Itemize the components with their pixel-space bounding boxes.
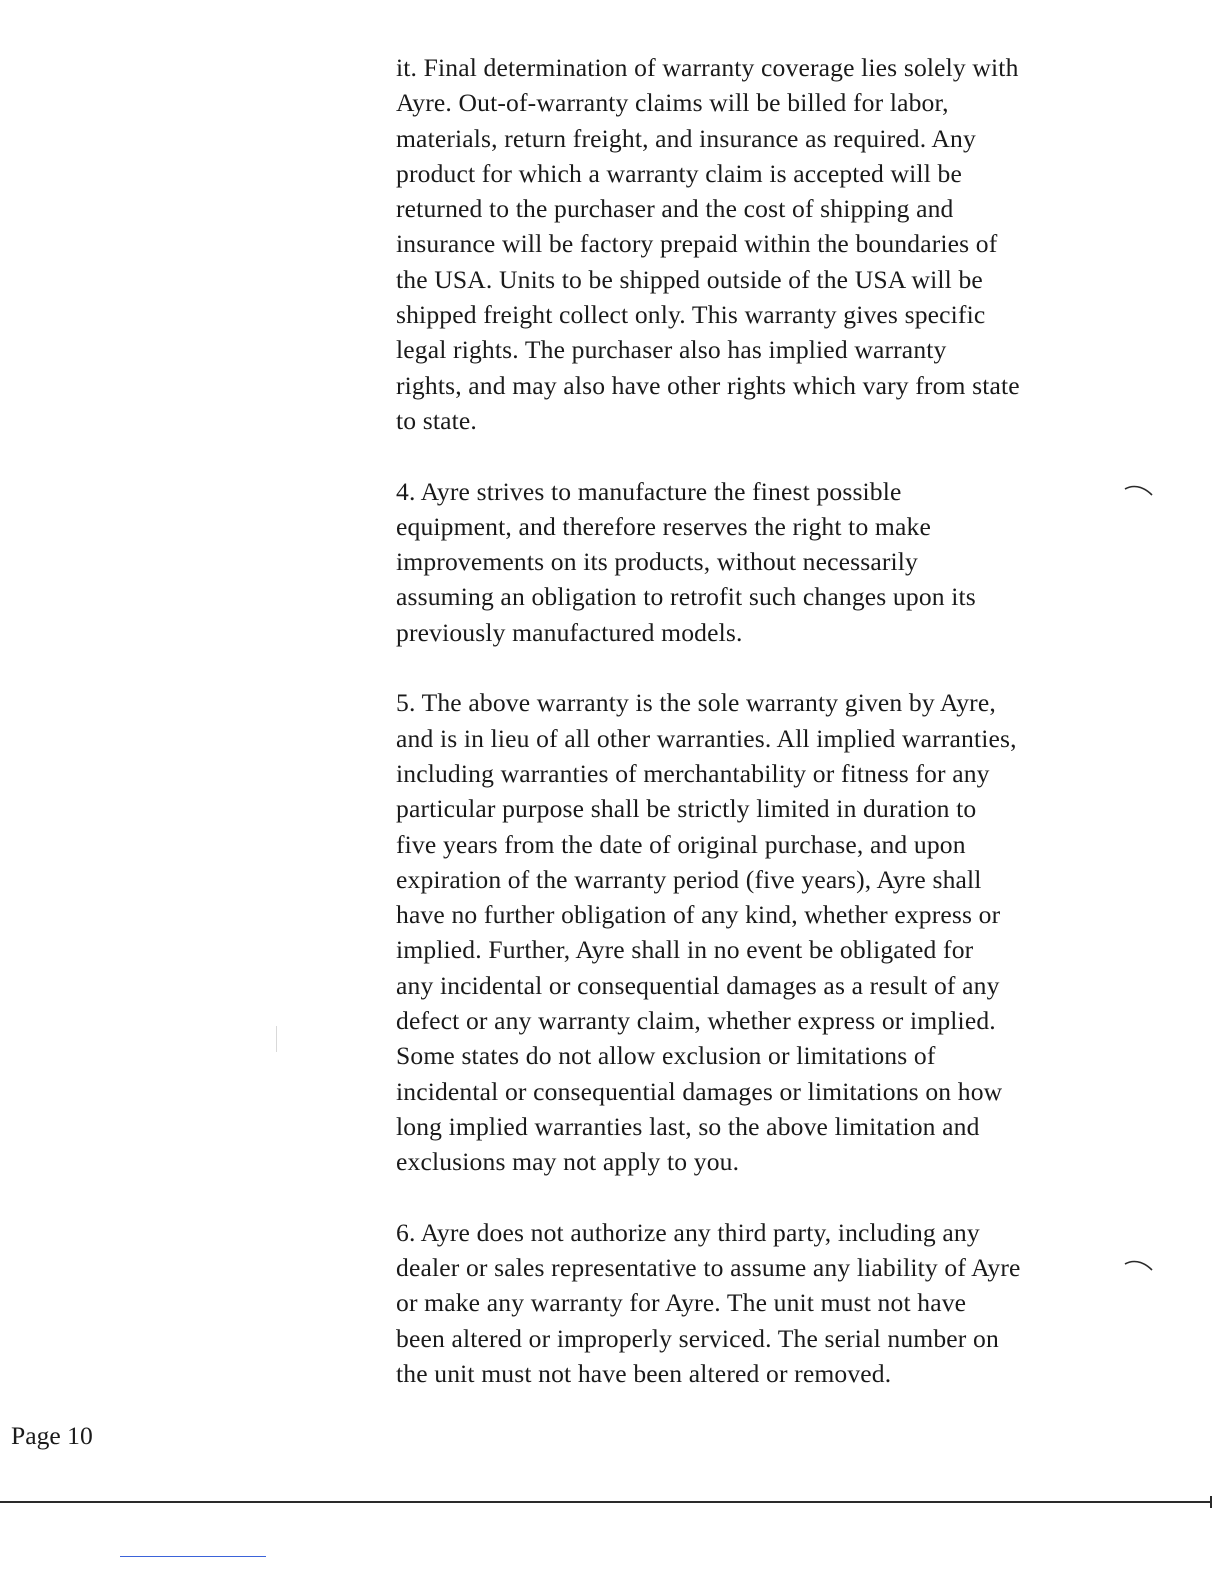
text-line: particular purpose shall be strictly limited in duration to: [396, 794, 977, 824]
text-line: any incidental or consequential damages as a result of any: [396, 970, 1000, 1000]
paragraph-item-5: [396, 685, 1096, 1179]
text-line: implied. Further, Ayre shall in no event be obligated for: [396, 935, 974, 965]
text-line: Ayre. Out-of-warranty claims will be billed for labor,: [396, 88, 949, 118]
text-line: previously manufactured models.: [396, 617, 743, 647]
page-number: Page 10: [11, 1421, 93, 1450]
text-line: the USA. Units to be shipped outside of the USA will be: [396, 264, 983, 294]
text-line: returned to the purchaser and the cost of shipping and: [396, 194, 954, 224]
text-line: dealer or sales representative to assume any liability of Ayre: [396, 1253, 1021, 1283]
text-line: assuming an obligation to retrofit such changes upon its: [396, 582, 976, 612]
text-line: exclusions may not apply to you.: [396, 1147, 740, 1177]
text-line: equipment, and therefore reserves the right to make: [396, 511, 931, 541]
margin-mark-icon: [1124, 483, 1154, 497]
text-line: shipped freight collect only. This warranty gives specific: [396, 300, 986, 330]
warranty-text-body: [396, 50, 1096, 1427]
text-line: defect or any warranty claim, whether express or implied.: [396, 1006, 996, 1036]
text-line: have no further obligation of any kind, whether express or: [396, 900, 1001, 930]
text-line: it. Final determination of warranty coverage lies solely with: [396, 53, 1019, 82]
paragraph-warranty-continued: [396, 50, 1096, 438]
text-line: been altered or improperly serviced. The serial number on: [396, 1323, 999, 1353]
text-line: rights, and may also have other rights which vary from state: [396, 370, 1020, 400]
scan-edge-line: [120, 1556, 266, 1557]
margin-mark-icon: [1124, 1258, 1154, 1272]
paragraph-item-4: [396, 474, 1096, 650]
text-line: five years from the date of original purchase, and upon: [396, 829, 966, 859]
text-line: or make any warranty for Ayre. The unit must not have: [396, 1288, 967, 1318]
paragraph-item-6: [396, 1215, 1096, 1391]
text-line: the unit must not have been altered or removed.: [396, 1358, 892, 1388]
footer-rule-end: [1210, 1496, 1212, 1508]
footer-rule: [0, 1501, 1212, 1503]
text-line: insurance will be factory prepaid within the boundaries of: [396, 229, 998, 259]
text-line: 6. Ayre does not authorize any third party, including any: [396, 1217, 980, 1247]
text-line: and is in lieu of all other warranties. All implied warranties,: [396, 723, 1017, 753]
text-line: product for which a warranty claim is accepted will be: [396, 158, 962, 188]
text-line: expiration of the warranty period (five years), Ayre shall: [396, 864, 982, 894]
scan-artifact: [276, 1026, 277, 1052]
text-line: including warranties of merchantability or fitness for any: [396, 758, 990, 788]
text-line: incidental or consequential damages or limitations on how: [396, 1076, 1003, 1106]
text-line: materials, return freight, and insurance as required. Any: [396, 123, 976, 153]
text-line: improvements on its products, without necessarily: [396, 547, 918, 577]
text-line: to state.: [396, 405, 477, 435]
text-line: Some states do not allow exclusion or limitations of: [396, 1041, 936, 1071]
text-line: 5. The above warranty is the sole warranty given by Ayre,: [396, 688, 996, 718]
text-line: long implied warranties last, so the above limitation and: [396, 1111, 980, 1141]
text-line: 4. Ayre strives to manufacture the finest possible: [396, 476, 902, 506]
text-line: legal rights. The purchaser also has implied warranty: [396, 335, 947, 365]
